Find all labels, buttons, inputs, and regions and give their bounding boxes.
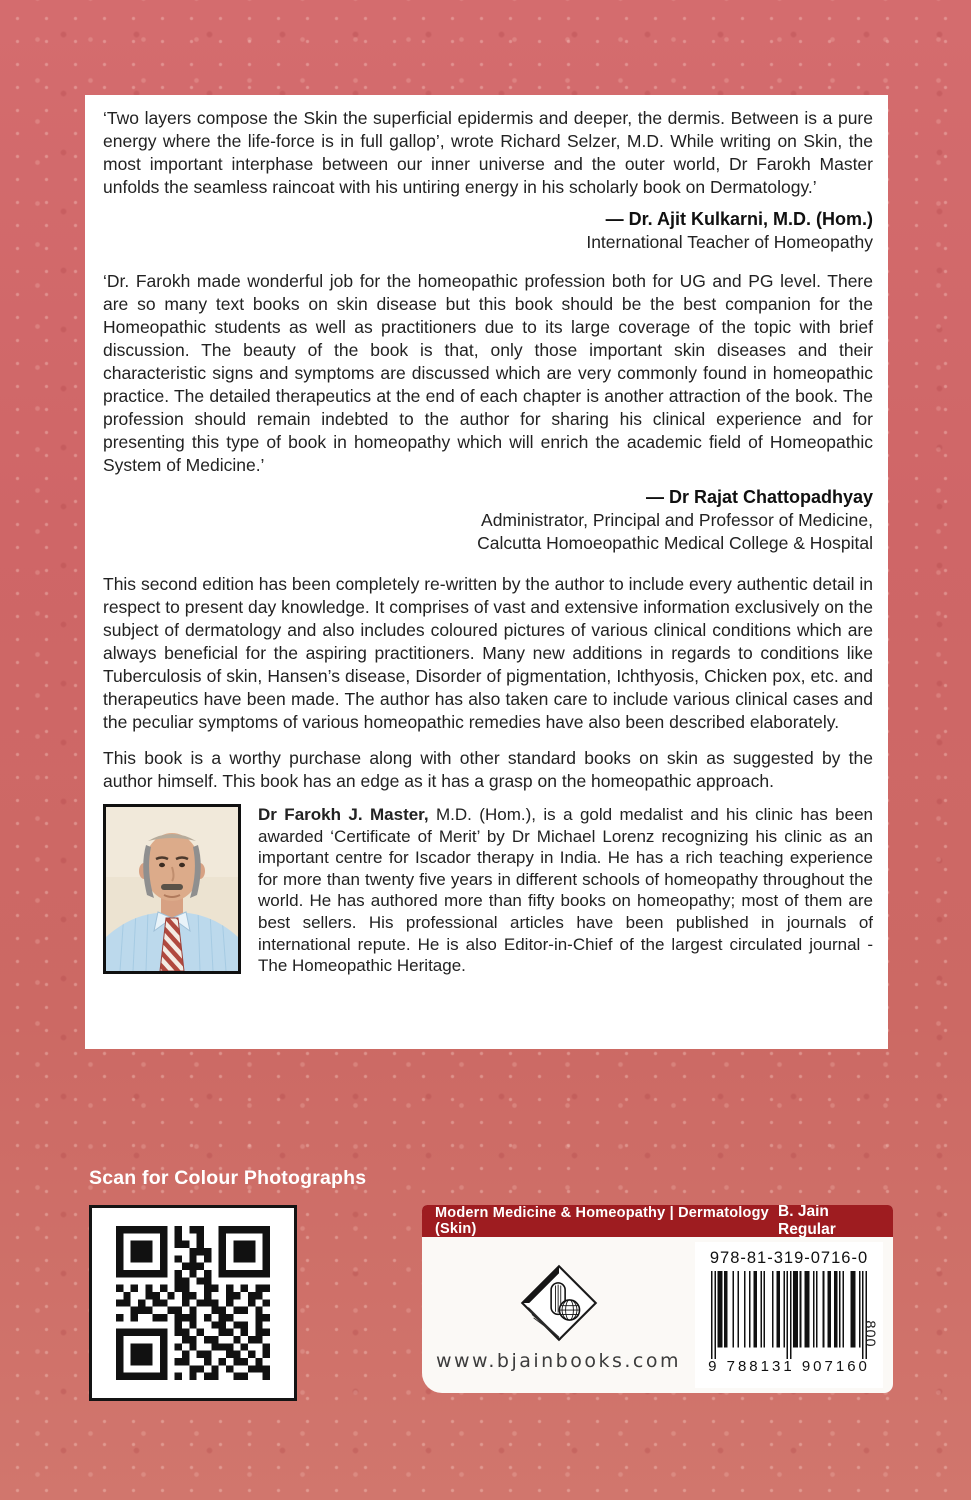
publisher-panel <box>422 1205 893 1393</box>
bjain-logo-icon <box>517 1261 601 1345</box>
author-bio <box>103 804 873 977</box>
publisher-brand <box>422 1237 695 1393</box>
publisher-body <box>422 1237 893 1393</box>
qr-code <box>89 1205 297 1401</box>
synopsis-panel <box>85 95 888 1049</box>
purchase-note: This book is a worthy purchase along with other standard books on skin as suggested by the author himself. This book has an edge as it has a grasp on the homeopathic approach. <box>103 748 873 791</box>
review-quote-2-attribution: — Dr Rajat Chattopadhyay <box>645 487 873 507</box>
review-quote-2: ‘Dr. Farokh made wonderful job for the homeopathic profession both for UG and PG level. There are so many text books on skin disease but this book should be the best companion for the Homeopathic students as well as practitioners due to its large coverage of the topic with brief discussion. The beauty of the book is that, only those important skin diseases and their characteristic signs and symptoms are discussed which are very commonly found in homeopathic practice. The detailed therapeutics at the end of each chapter is another attraction of the book. The profession should remain indebted to the author for sharing his clinical experience and for presenting this type of book in homeopathy which will enrich the academic field of Homeopathic System of Medicine.’ <box>103 271 873 475</box>
barcode-bars <box>711 1271 867 1359</box>
category-text: Modern Medicine & Homeopathy | Dermatology (Skin) <box>435 1205 769 1237</box>
author-photo <box>103 804 241 974</box>
binding-text: B. Jain Regular <box>778 1205 836 1238</box>
author-bio-text <box>258 804 873 977</box>
review-quote-2-role-1: Administrator, Principal and Professor of Medicine, <box>481 510 873 530</box>
barcode-addon-code: 800 <box>861 1320 878 1348</box>
edition-description: This second edition has been completely re-written by the author to include every authentic detail in respect to present day knowledge. It comprises of vast and extensive information exclusively on the subject of dermatology and also includes coloured pictures of various clinical conditions which are always beneficial for the aspiring practitioners. Many new additions in regards to conditions like Tuberculosis of skin, Hansen’s disease, Disorder of pigmentation, Ichthyosis, Chicken pox, etc. and therapeutics have been made. The author has also taken care to include various clinical cases and the peculiar symptoms of various homeopathic remedies have also been described elaborately. <box>103 574 873 732</box>
author-bio-rest: M.D. (Hom.), is a gold medalist and his clinic has been awarded ‘Certificate of Merit’ by Dr Michael Lorenz recognizing his clinic as an important centre for Iscador therapy in India. He has a rich teaching experience for more than twenty five years in different schools of homeopathy throughout the world. He has authored more than fifty books on homeopathy; most of them are best sellers. His professional articles have been published in journals of international repute. He is also Editor-in-Chief of the largest circulated journal - The Homeopathic Heritage. <box>258 805 873 976</box>
author-portrait-illustration <box>106 807 238 971</box>
review-quote-2-role-2: Calcutta Homoeopathic Medical College & Hospital <box>477 533 873 553</box>
review-quote-1-role: International Teacher of Homeopathy <box>586 232 873 252</box>
qr-code-pattern <box>116 1226 270 1380</box>
isbn-number: 978-81-319-0716-0 <box>709 1249 869 1267</box>
barcode-digits: 9 788131 907160 <box>708 1358 870 1375</box>
scan-label: Scan for Colour Photographs <box>89 1167 367 1189</box>
category-bar <box>422 1205 893 1237</box>
review-quote-1: ‘Two layers compose the Skin the superficial epidermis and deeper, the dermis. Between is a pure energy where the life-force is in full gallop’, wrote Richard Selzer, M.D. While writing on Skin, the most important interphase between our inner universe and the outer world, Dr Farokh Master unfolds the seamless raincoat with his untiring energy in his scholarly book on Dermatology.’ <box>103 108 873 197</box>
review-quote-1-attribution: — Dr. Ajit Kulkarni, M.D. (Hom.) <box>605 209 873 229</box>
isbn-barcode <box>695 1242 883 1388</box>
website-url: www.bjainbooks.com <box>435 1349 682 1372</box>
bjain-logo-graphic <box>517 1261 601 1345</box>
author-name: Dr Farokh J. Master, <box>258 805 429 824</box>
